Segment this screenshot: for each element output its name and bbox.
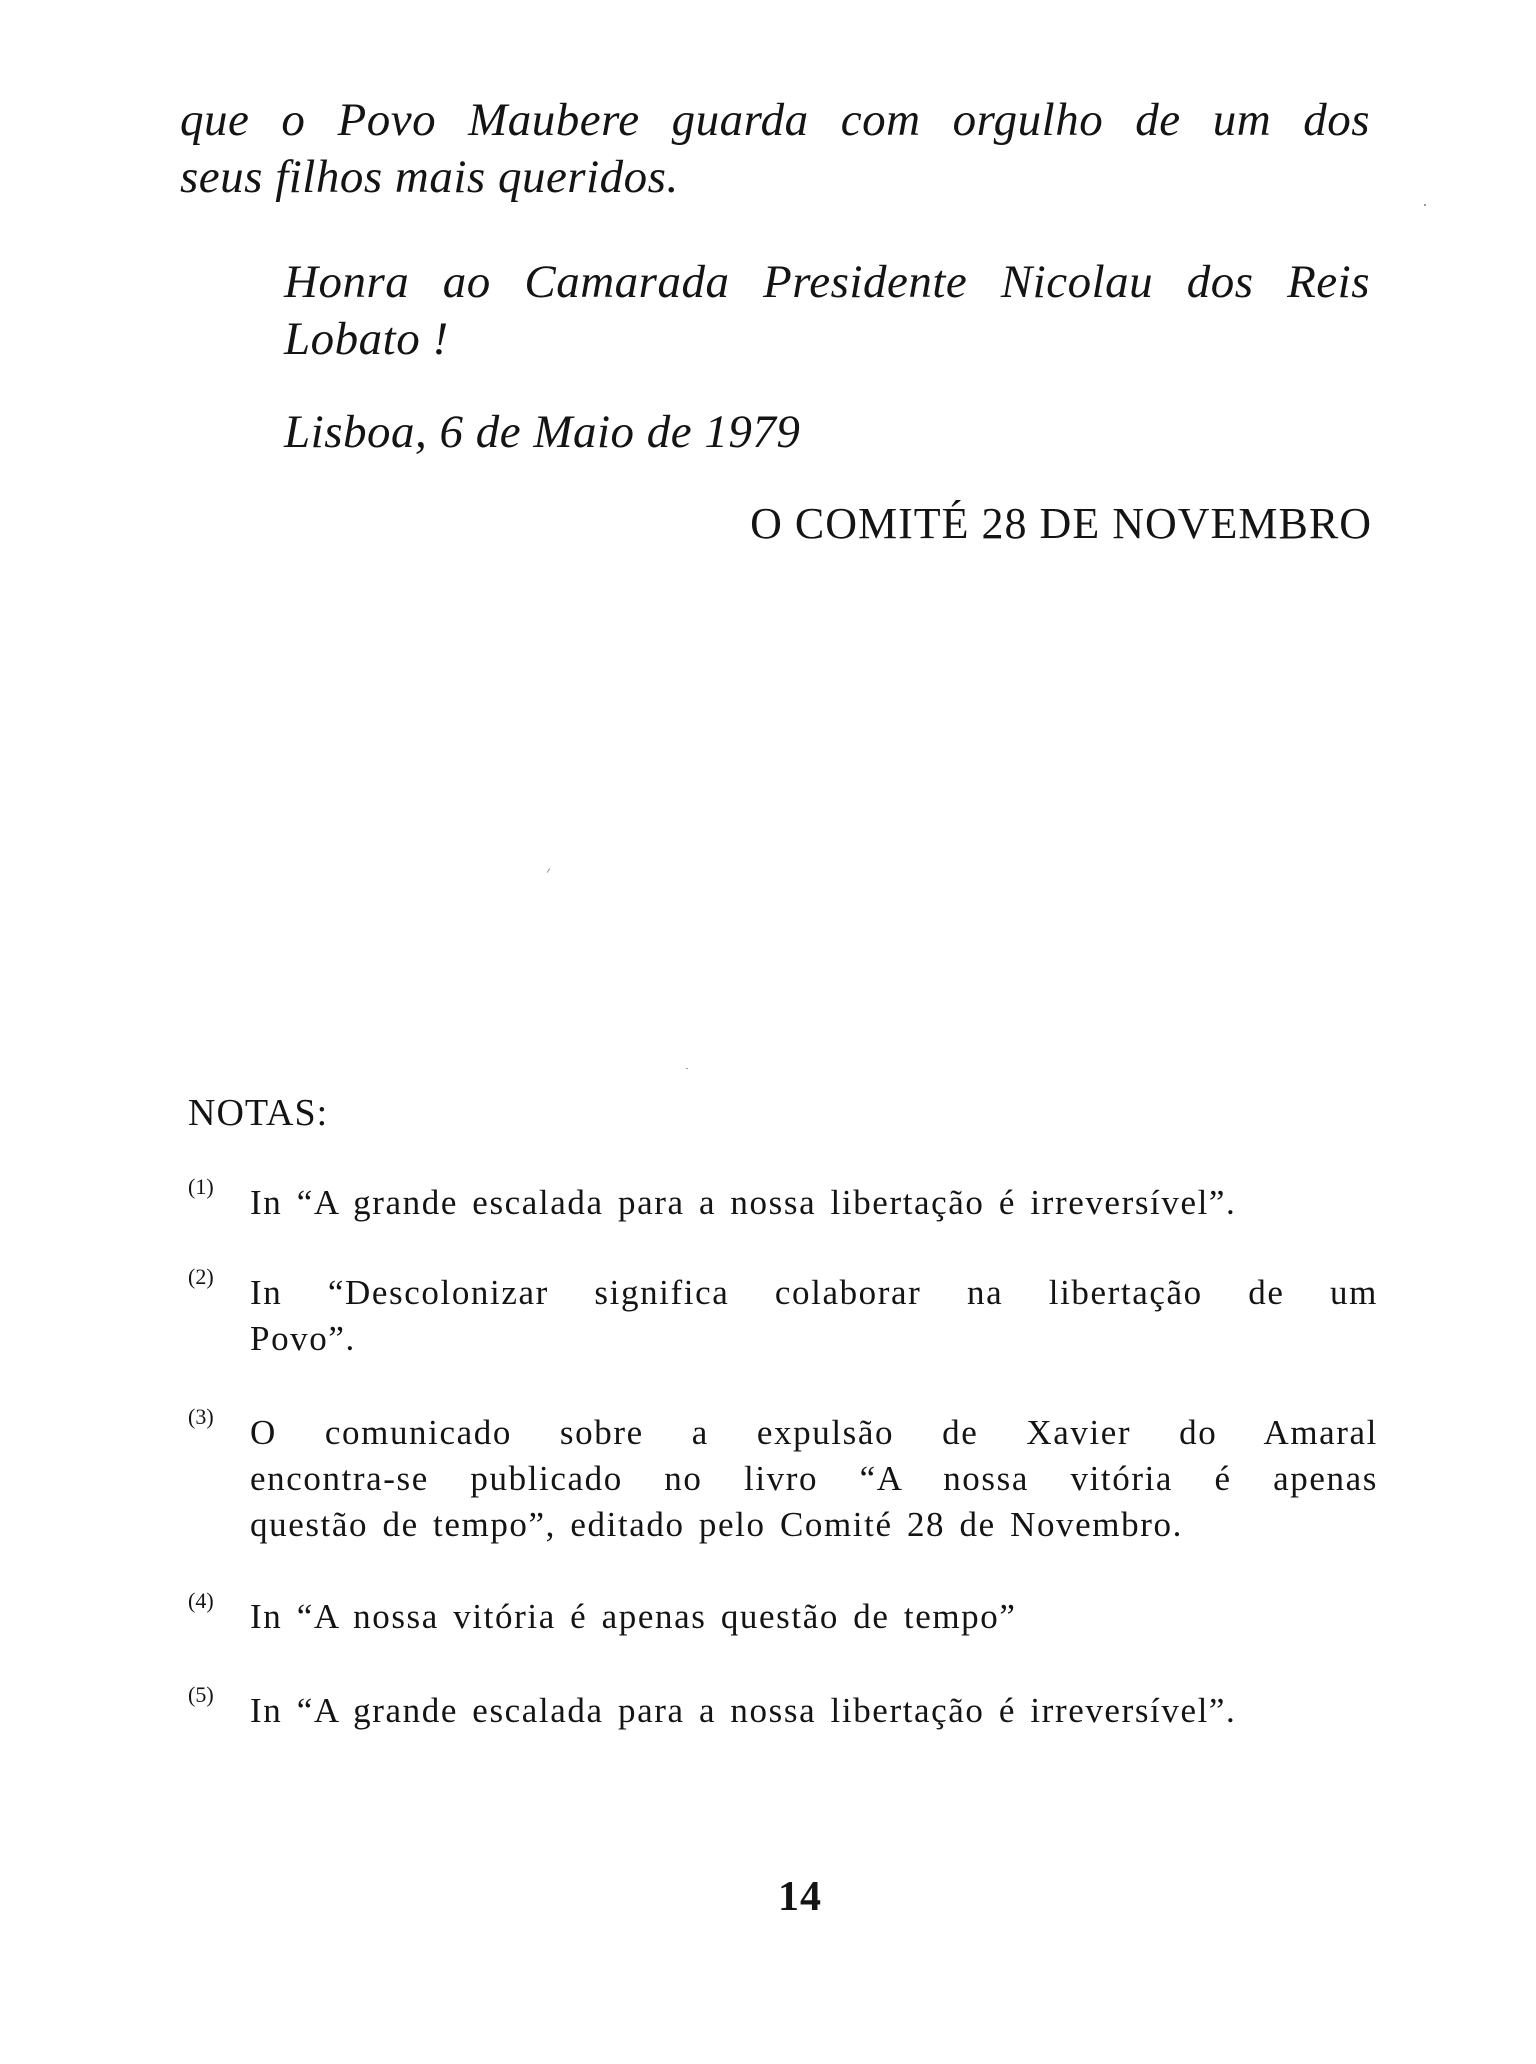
note-item [188,1174,1378,1226]
closing-paragraph [180,92,1370,206]
notes-heading: NOTAS: [188,1092,329,1134]
closing-paragraph-line: seus filhos mais queridos. [180,151,679,203]
notes-list [188,1174,1378,1734]
closing-paragraph-line: que o Povo Maubere guarda com orgulho de um dos [180,94,1370,146]
note-text-line: In “A grande escalada para a nossa libertação é irreversível”. [250,1183,1237,1222]
note-number: (5) [188,1682,214,1707]
scan-speck [1424,204,1426,206]
place-date: Lisboa, 6 de Maio de 1979 [284,406,801,458]
note-number: (2) [188,1264,214,1289]
honour-line-text: Lobato ! [284,313,449,365]
scan-speck [547,868,551,873]
page-number: 14 [778,1874,822,1920]
signature: O COMITÉ 28 DE NOVEMBRO [750,499,1372,548]
note-text-line: In “A grande escalada para a nossa libertação é irreversível”. [250,1691,1237,1730]
note-text-line: In “Descolonizar significa colaborar na libertação de um [250,1273,1378,1312]
note-text-line: In “A nossa vitória é apenas questão de tempo” [250,1597,1017,1636]
note-text-line: Povo”. [250,1319,356,1358]
note-text-line: questão de tempo”, editado pelo Comité 28 de Novembro. [250,1505,1183,1544]
note-item [188,1588,1378,1640]
note-item [188,1404,1378,1548]
scan-speck [686,1068,688,1069]
note-item [188,1682,1378,1734]
honour-line [284,254,1370,368]
note-item [188,1264,1378,1362]
honour-line-text: Honra ao Camarada Presidente Nicolau dos Reis [284,256,1370,308]
note-text-line: O comunicado sobre a expulsão de Xavier do Amaral [250,1413,1378,1452]
note-number: (4) [188,1588,214,1613]
note-text-line: encontra-se publicado no livro “A nossa vitória é apenas [250,1459,1378,1498]
note-number: (3) [188,1404,214,1429]
note-number: (1) [188,1174,214,1199]
